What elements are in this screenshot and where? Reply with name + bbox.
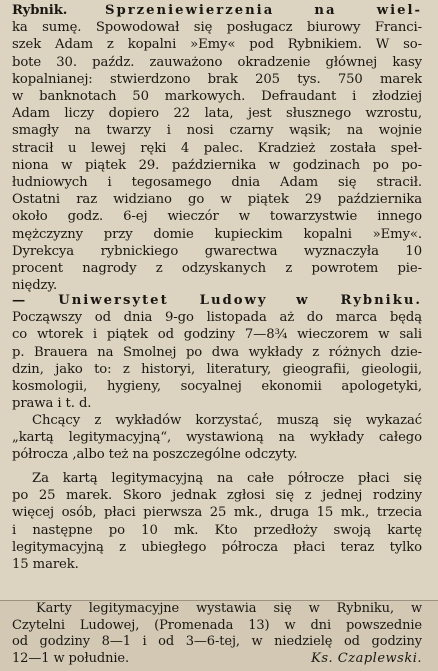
text-line: szek Adam z kopalni »Emy« pod Rybnikiem. W so- xyxy=(12,37,422,53)
text-line: Ostatni raz widziano go w piątek 29 października xyxy=(12,192,422,208)
text-line: Dyrekcya rybnickiego gwarectwa wyznaczyła 10 xyxy=(12,243,422,259)
text-line: niędzy. xyxy=(12,278,58,294)
text-line: bote 30. paźdz. zauważono okradzenie głównej kasy xyxy=(12,54,422,70)
text-line: mężczyzny przy domie kupieckim kopalni »Emy«. xyxy=(12,226,422,242)
notice-box xyxy=(0,600,438,671)
text-line: co wtorek i piątek od godziny 7—8¾ wieczorem w sali xyxy=(12,327,422,343)
text-line: kosmologii, hygieny, socyalnej ekonomii apologetyki, xyxy=(12,379,422,395)
headline-line xyxy=(12,2,422,19)
signature: Ks. Czaplewski. xyxy=(311,650,422,666)
text-line: łudniowych i tegosamego dnia Adam się stracił. xyxy=(12,175,422,191)
paragraph-legitimation-card xyxy=(12,412,422,464)
text-line: legitymacyjną z ubiegłego półrocza płaci teraz tylko xyxy=(12,539,422,555)
text-line: 12—1 w południe. xyxy=(12,650,130,666)
text-line: od godziny 8—1 i od 3—6-tej, w niedzielę od godziny xyxy=(12,634,422,649)
text-line: Adam liczy dopiero 22 lata, jest słusznego wzrostu, xyxy=(12,106,422,122)
text-line: Karty legitymacyjne wystawia się w Rybniku, w xyxy=(36,601,422,616)
text-line: stracił u lewej ręki 4 palec. Kradzież została speł- xyxy=(12,140,422,156)
text-line: Za kartą legitymacyjną na całe półrocze płaci się xyxy=(32,471,422,486)
article-people-university xyxy=(12,292,422,412)
text-line: prawa i t. d. xyxy=(12,396,92,412)
text-line: p. Brauera na Smolnej po dwa wykłady z różnych dzie- xyxy=(12,344,422,360)
text-line: ka sumę. Spowodował się posługacz biurowy Franci- xyxy=(12,20,422,36)
text-line: około godz. 6-ej wieczór w towarzystwie innego xyxy=(12,209,422,225)
text-line: Począwszy od dnia 9-go listopada aż do marca będą xyxy=(12,310,422,326)
text-line: dzin, jako to: z historyi, literatury, gieografii, gieologii, xyxy=(12,361,422,377)
paragraph-fees xyxy=(12,470,422,573)
text-line: po 25 marek. Skoro jednak zgłosi się z jednej rodziny xyxy=(12,488,422,504)
text-line: w banknotach 50 markowych. Defraudant i złodziej xyxy=(12,89,422,105)
text-line: półrocza ,albo też na poszczególne odczyty. xyxy=(12,447,298,463)
heading-line xyxy=(12,292,422,309)
text-line: kopalnianej: stwierdzono brak 205 tys. 750 marek xyxy=(12,71,422,87)
headline: Rybnik. xyxy=(12,3,68,18)
text-line: procent nagrody z odzyskanych z powrotem pie- xyxy=(12,261,422,277)
text-line: 15 marek. xyxy=(12,557,79,573)
text-line: więcej osób, płaci pierwsza 25 mk., druga 15 mk., trzecia xyxy=(12,505,422,521)
section-title-place: w Rybniku. xyxy=(296,293,422,308)
headline-subtitle: Sprzeniewierzenia na wiel- xyxy=(104,3,422,18)
text-line-with-signature xyxy=(12,651,422,668)
section-title: — Uniwersytet Ludowy xyxy=(12,293,268,308)
text-line: i następne po 10 mk. Kto przedłoży swoją kartę xyxy=(12,522,422,538)
notice-text xyxy=(12,601,422,667)
text-line: Chcący z wykładów korzystać, muszą się wykazać xyxy=(32,413,422,428)
article-rybnik-embezzlement xyxy=(12,2,422,294)
text-line: Czytelni Ludowej, (Promenada 13) w dni powszednie xyxy=(12,617,422,633)
text-line: „kartą legitymacyjną“, wystawioną na wykłady całego xyxy=(12,430,422,446)
text-line: smagły na twarzy i nosi czarny wąsik; na wojnie xyxy=(12,123,422,139)
text-line: niona w piątek 29. października w godzinach po po- xyxy=(12,157,422,173)
